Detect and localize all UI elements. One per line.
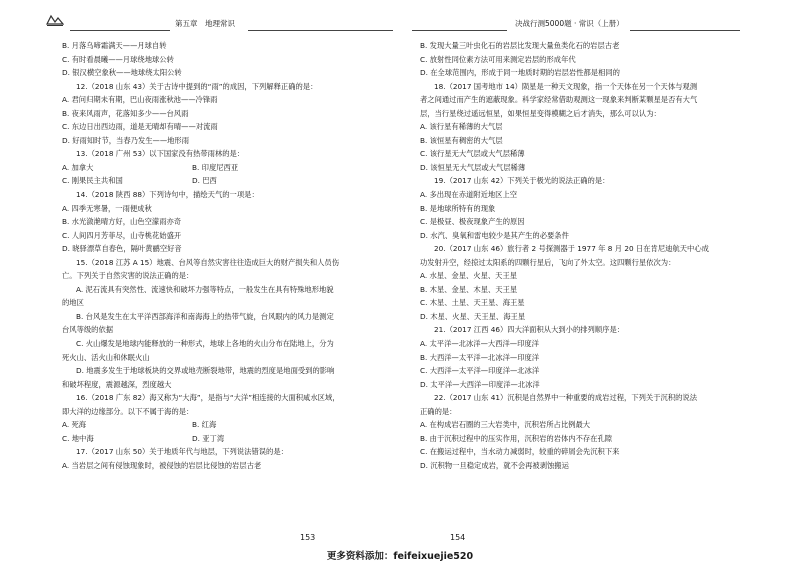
left-page [0, 0, 400, 545]
footer-note: 更多资料添加：feifeixuejie520 [326, 551, 474, 562]
text-line: B. 木星、金星、木星、天王星 [420, 284, 518, 294]
text-line: C. 放射性同位素方法可用来测定岩层的形成年代 [420, 54, 576, 64]
text-line: C. 该行星无大气层或大气层稀薄 [420, 149, 525, 159]
text-line: 19.（2017 山东 42）下列关于极光的说法正确的是： [434, 176, 610, 186]
option-text: D. 亚丁湾 [192, 433, 225, 443]
text-line: A. 在构成岩石圈的三大岩类中，沉积岩所占比例最大 [420, 420, 591, 430]
page-number: 154 [450, 533, 466, 542]
text-line: 22.（2017 山东 41）沉积是自然界中一种重要的成岩过程，下列关于沉积的说法 [434, 393, 698, 403]
text-line: 12.（2018 山东 43）关于古诗中提到的“雨”的成因，下列解释正确的是： [76, 81, 318, 91]
text-line: D. 沉积物一旦稳定成岩，就不会再被剥蚀搬运 [420, 460, 569, 470]
text-line: D. 好雨知时节，当春乃发生——地形雨 [62, 135, 190, 145]
text-line: C. 人间四月芳菲尽，山寺桃花始盛开 [62, 230, 182, 240]
left-page-body [62, 39, 382, 473]
text-line: 正确的是： [420, 406, 457, 416]
text-line: C. 木星、土星、天王星、海王星 [420, 298, 525, 308]
right-header-title: 决战行测5000题 · 常识（上册） [515, 19, 624, 28]
header-rule [630, 30, 740, 31]
option-text: A. 加拿大 [62, 162, 94, 172]
option-text: B. 印度尼西亚 [192, 162, 239, 172]
text-line: 和破坏程度，震源越深，烈度越大 [62, 379, 172, 389]
text-line: D. 木星、火星、天王星、海王星 [420, 311, 526, 321]
text-line: B. 夜来风雨声，花落知多少——台风雨 [62, 108, 189, 118]
text-line: D. 在全球范围内，形成于同一地质时期的岩层岩性都是相同的 [420, 68, 620, 78]
text-line: 死火山、活火山和休眠火山 [62, 352, 150, 362]
text-line: 18.（2017 国考地市 14）陨星是一种天文现象，指一个天体在另一个天体与观测 [434, 81, 698, 91]
left-header-title: 第五章 地理常识 [175, 19, 235, 28]
text-line: A. 水星、金星、火星、天王星 [420, 271, 518, 281]
text-line: A. 该行星有稀薄的大气层 [420, 122, 503, 132]
text-line: D. 水汽、臭氧和雷电较少是其产生的必要条件 [420, 230, 569, 240]
text-line: 者之间通过而产生的遮蔽现象。科学家经常借助观测这一现象来判断某颗星是否有大气 [420, 95, 698, 105]
text-line: D. 太平洋—大西洋—印度洋—北冰洋 [420, 379, 540, 389]
text-line: B. 发现大量三叶虫化石的岩层比发现大量鱼类化石的岩层古老 [420, 41, 620, 50]
text-line: C. 是极昼、极夜现象产生的原因 [420, 217, 525, 227]
text-line: 即大洋的边缘部分。以下不属于海的是： [62, 406, 194, 416]
text-line: A. 泥石流具有突然性、流速快和破坏力强等特点，一般发生在具有特殊地形地貌 [76, 284, 334, 294]
text-line: B. 该恒星有稠密的大气层 [420, 135, 503, 145]
text-line: A. 君问归期未有期，巴山夜雨涨秋池——冷锋雨 [62, 95, 218, 105]
text-line: B. 水光潋滟晴方好，山色空濛雨亦奇 [62, 217, 182, 227]
option-row [62, 174, 382, 188]
text-line: 21.（2017 江西 46）四大洋面积从大到小的排列顺序是： [434, 325, 625, 335]
text-line: A. 当岩层之间有侵蚀现象时，被侵蚀的岩层比侵蚀的岩层古老 [62, 460, 262, 470]
text-line: 台风等级的依据 [62, 325, 114, 335]
header-rule [70, 30, 170, 31]
text-line: 的地区 [62, 298, 84, 308]
text-line: B. 台风是发生在太平洋西部海洋和南海海上的热带气旋，台风眼内的风力是测定 [76, 311, 334, 321]
text-line: D. 地震多发生于地球板块的交界或地壳断裂地带，地震的烈度是地面受到的影响 [76, 366, 335, 376]
text-line: C. 大西洋—太平洋—印度洋—北冰洋 [420, 366, 540, 376]
publisher-logo-icon [46, 13, 64, 27]
page-number: 153 [300, 533, 316, 542]
text-line: 17.（2017 山东 50）关于地质年代与地层，下列说法错误的是： [76, 447, 288, 457]
text-line: 20.（2017 山东 46）旅行者 2 号探测器于 1977 年 8 月 20 日在肯尼迪航天中心成 [434, 244, 709, 254]
option-text: A. 死海 [62, 420, 87, 430]
text-line: 14.（2018 陕西 88）下列诗句中，描绘天气的一项是： [76, 190, 259, 200]
text-line: B. 由于沉积过程中的压实作用，沉积岩的岩体内不存在孔隙 [420, 433, 613, 443]
text-line: D. 晓驿漂草自春色，隔叶黄鹂空好音 [62, 244, 182, 254]
text-line: B. 月落乌啼霜满天——月球自转 [62, 41, 167, 50]
text-line: C. 东边日出西边雨，道是无晴却有晴——对流雨 [62, 122, 218, 132]
text-line: C. 有时看晨曦——月球绕地球公转 [62, 54, 174, 64]
option-text: C. 刚果民主共和国 [62, 176, 123, 186]
text-line: 15.（2018 江苏 A 15）地震、台风等自然灾害往往造成巨大的财产损失和人员伤 [76, 257, 340, 267]
text-line: 亡。下列关于自然灾害的说法正确的是： [62, 271, 194, 281]
option-text: C. 地中海 [62, 433, 94, 443]
option-row [62, 161, 382, 175]
text-line: A. 四季无寒暑，一雨便成秋 [62, 203, 152, 213]
option-row [62, 432, 382, 446]
text-line: D. 该恒星无大气层或大气层稀薄 [420, 162, 526, 172]
option-row [62, 418, 382, 432]
header-rule [412, 30, 507, 31]
text-line: C. 火山爆发是地球内能释放的一种形式，地球上各地的火山分布在陆地上，分为 [76, 339, 334, 349]
text-line: B. 是地球所特有的现象 [420, 203, 496, 213]
option-text: D. 巴西 [192, 176, 217, 186]
right-page-body [420, 39, 750, 473]
header-rule [248, 30, 393, 31]
text-line: 16.（2018 广东 82）海又称为“大海”，是指与“大洋”相连接的大面积咸水区域， [76, 393, 340, 403]
text-line: C. 在搬运过程中，当水动力减弱时，较重的碎屑会先沉积下来 [420, 447, 620, 457]
text-line: 13.（2018 广州 53）以下国家没有热带雨林的是： [76, 149, 245, 159]
text-line: B. 大西洋—太平洋—北冰洋—印度洋 [420, 352, 540, 362]
text-line: D. 银汉横空象秋——地球绕太阳公转 [62, 68, 182, 78]
option-text: B. 红海 [192, 420, 217, 430]
text-line: 功发射升空，经掠过太阳系的四颗行星后，飞向了外太空。这四颗行星依次为： [420, 257, 676, 267]
text-line: A. 太平洋—北冰洋—大西洋—印度洋 [420, 339, 539, 349]
text-line: A. 多出现在赤道附近地区上空 [420, 190, 518, 200]
right-page [400, 0, 800, 545]
text-line: 层，当行星绕过遥远恒星，如果恒星变得模糊之后才消失，那么可以认为： [420, 108, 661, 118]
